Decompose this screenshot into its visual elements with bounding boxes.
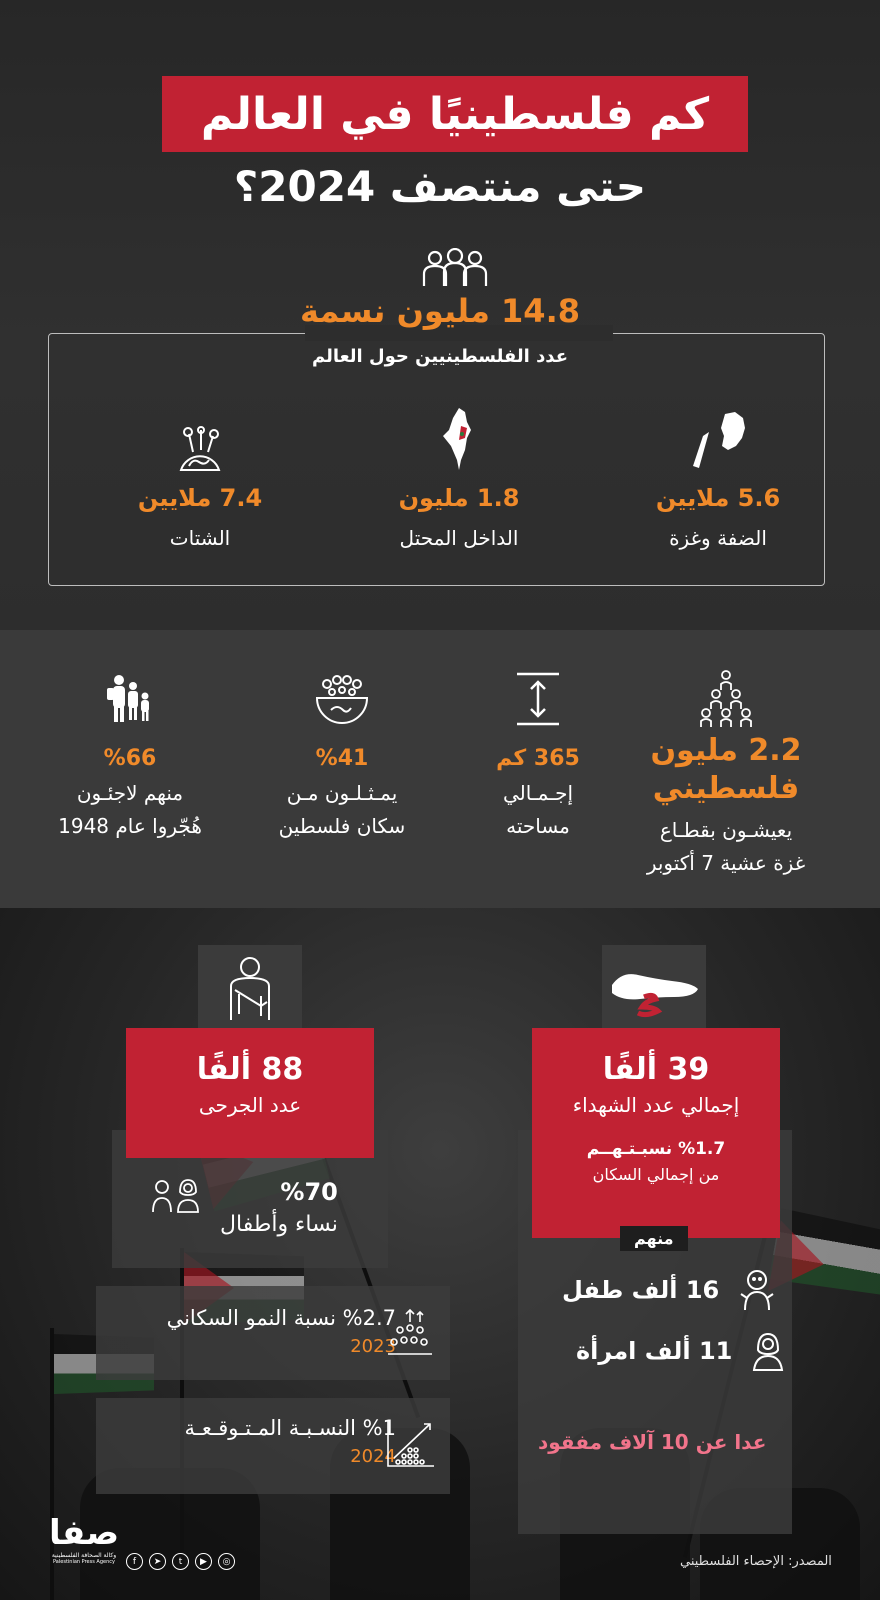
gaza-area-stat: 365 كم إجـمـالي مساحته: [458, 666, 618, 843]
westbank-gaza-map-icon: [685, 410, 751, 472]
injured-person-icon: [225, 956, 275, 1022]
refugee-family-icon: [105, 674, 155, 724]
source-note: المصدر: الإحصاء الفلسطيني: [680, 1554, 832, 1569]
world-total: 14.8 مليون نسمة: [300, 292, 580, 330]
palestine-map-icon: [441, 406, 477, 472]
social-links: [126, 1553, 235, 1570]
page-subtitle: حتى منتصف 2024؟: [233, 162, 647, 211]
martyr-body-icon: [606, 959, 702, 1019]
children-stat: 16 ألف طفل: [562, 1268, 777, 1312]
growth-2024-stat: %1 النسـبـة المـتـوقـعـة 2024: [184, 1416, 396, 1467]
region-diaspora: 7.4 ملايين الشتات: [80, 402, 320, 550]
instagram-icon[interactable]: ◎: [218, 1553, 235, 1570]
people-group-icon: [420, 248, 490, 288]
tumblr-icon[interactable]: t: [172, 1553, 189, 1570]
vertical-measure-icon: [513, 671, 563, 727]
woman-child-icon: [150, 1178, 206, 1214]
martyrs-card: 39 ألفًا إجمالي عدد الشهداء %1.7 نسبـتـهــم من إجمالي السكان: [532, 1028, 780, 1238]
injured-icon-tab: [198, 945, 302, 1033]
injured-card: 88 ألفًا عدد الجرحى: [126, 1028, 374, 1158]
people-pyramid-icon: [696, 670, 756, 728]
expected-growth-icon: [386, 1418, 436, 1468]
title-banner: [162, 76, 748, 152]
telegram-icon[interactable]: ➤: [149, 1553, 166, 1570]
world-caption: عدد الفلسطينيين حول العالم: [312, 346, 568, 367]
facebook-icon[interactable]: f: [126, 1553, 143, 1570]
injured-share-stat: %70 نساء وأطفال: [150, 1178, 338, 1237]
missing-note: عدا عن 10 آلاف مفقود: [538, 1430, 767, 1454]
population-bowl-icon: [313, 670, 371, 728]
youtube-icon[interactable]: ▶: [195, 1553, 212, 1570]
gaza-population-stat: 2.2 مليون فلسطيني يعيشـون بقطـاع غزة عشية 7 أكتوبر: [620, 666, 832, 880]
gaza-share-stat: %41 يمـثـلـون مـن سكان فلسطين: [252, 666, 432, 843]
safa-logo: صفا وكالة الصحافة الفلسطينية Palestinian Press Agency: [48, 1513, 120, 1565]
women-stat: 11 ألف امرأة: [576, 1330, 786, 1372]
page-title: كم فلسطينيًا في العالم: [200, 88, 710, 140]
gaza-refugees-stat: %66 منهم لاجئـون هُجّروا عام 1948: [40, 666, 220, 843]
of-them-badge: منهم: [620, 1226, 688, 1251]
growth-2023-stat: %2.7 نسبة النمو السكاني 2023: [166, 1306, 396, 1357]
region-westbank-gaza: 5.6 ملايين الضفة وغزة: [598, 402, 838, 550]
diaspora-globe-icon: [175, 426, 225, 472]
population-growth-icon: [386, 1308, 434, 1356]
region-occupied-interior: 1.8 مليون الداخل المحتل: [339, 402, 579, 550]
woman-icon: [750, 1330, 786, 1372]
child-icon: [737, 1268, 777, 1312]
martyr-icon-tab: [602, 945, 706, 1033]
